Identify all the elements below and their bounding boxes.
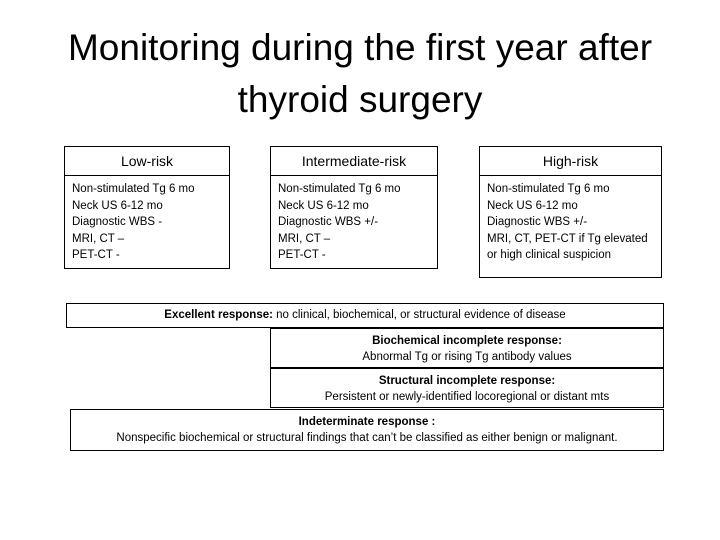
intermediate-risk-header: Intermediate-risk: [271, 147, 437, 176]
intermediate-risk-item: Non-stimulated Tg 6 mo: [278, 183, 401, 195]
intermediate-risk-item: PET-CT -: [278, 249, 326, 261]
high-risk-box: [479, 146, 662, 278]
indeterminate-response-label: Indeterminate response :: [298, 416, 436, 428]
intermediate-risk-item: Neck US 6-12 mo: [278, 199, 369, 212]
low-risk-box: [64, 146, 230, 269]
excellent-response-label: Excellent response:: [164, 309, 273, 321]
low-risk-list: [65, 176, 229, 264]
low-risk-item: Neck US 6-12 mo: [72, 199, 163, 212]
low-risk-item: PET-CT -: [72, 249, 120, 261]
intermediate-risk-item: MRI, CT –: [278, 232, 331, 245]
high-risk-item: Non-stimulated Tg 6 mo: [487, 183, 610, 195]
intermediate-risk-list: [271, 176, 437, 264]
low-risk-item: Diagnostic WBS -: [72, 216, 163, 228]
intermediate-risk-item: Diagnostic WBS +/-: [278, 216, 379, 228]
intermediate-risk-box: [270, 146, 438, 269]
structural-incomplete-label: Structural incomplete response:: [378, 375, 556, 387]
biochemical-incomplete-label: Biochemical incomplete response:: [372, 335, 562, 347]
biochemical-incomplete-box: [270, 328, 664, 368]
indeterminate-response-box: [70, 409, 664, 451]
excellent-response-box: [66, 303, 664, 328]
high-risk-header: High-risk: [480, 147, 661, 176]
structural-incomplete-text: Persistent or newly-identified locoregional or distant mts: [324, 391, 610, 403]
low-risk-item: Non-stimulated Tg 6 mo: [72, 183, 195, 195]
indeterminate-response-text: Nonspecific biochemical or structural findings that can’t be classified as either benign or malignant.: [116, 432, 618, 444]
structural-incomplete-box: [270, 368, 664, 408]
high-risk-item: MRI, CT, PET-CT if Tg elevated or high clinical suspicion: [487, 232, 648, 261]
low-risk-header: Low-risk: [65, 147, 229, 176]
slide-title: [20, 22, 700, 126]
high-risk-item: Neck US 6-12 mo: [487, 199, 578, 212]
high-risk-item: Diagnostic WBS +/-: [487, 216, 588, 228]
biochemical-incomplete-text: Abnormal Tg or rising Tg antibody values: [362, 351, 572, 363]
excellent-response-text: no clinical, biochemical, or structural evidence of disease: [272, 309, 566, 321]
high-risk-list: [480, 176, 661, 264]
low-risk-item: MRI, CT –: [72, 232, 125, 245]
title-line-1: Monitoring during the first year after: [67, 27, 653, 68]
title-line-2: thyroid surgery: [237, 79, 483, 120]
